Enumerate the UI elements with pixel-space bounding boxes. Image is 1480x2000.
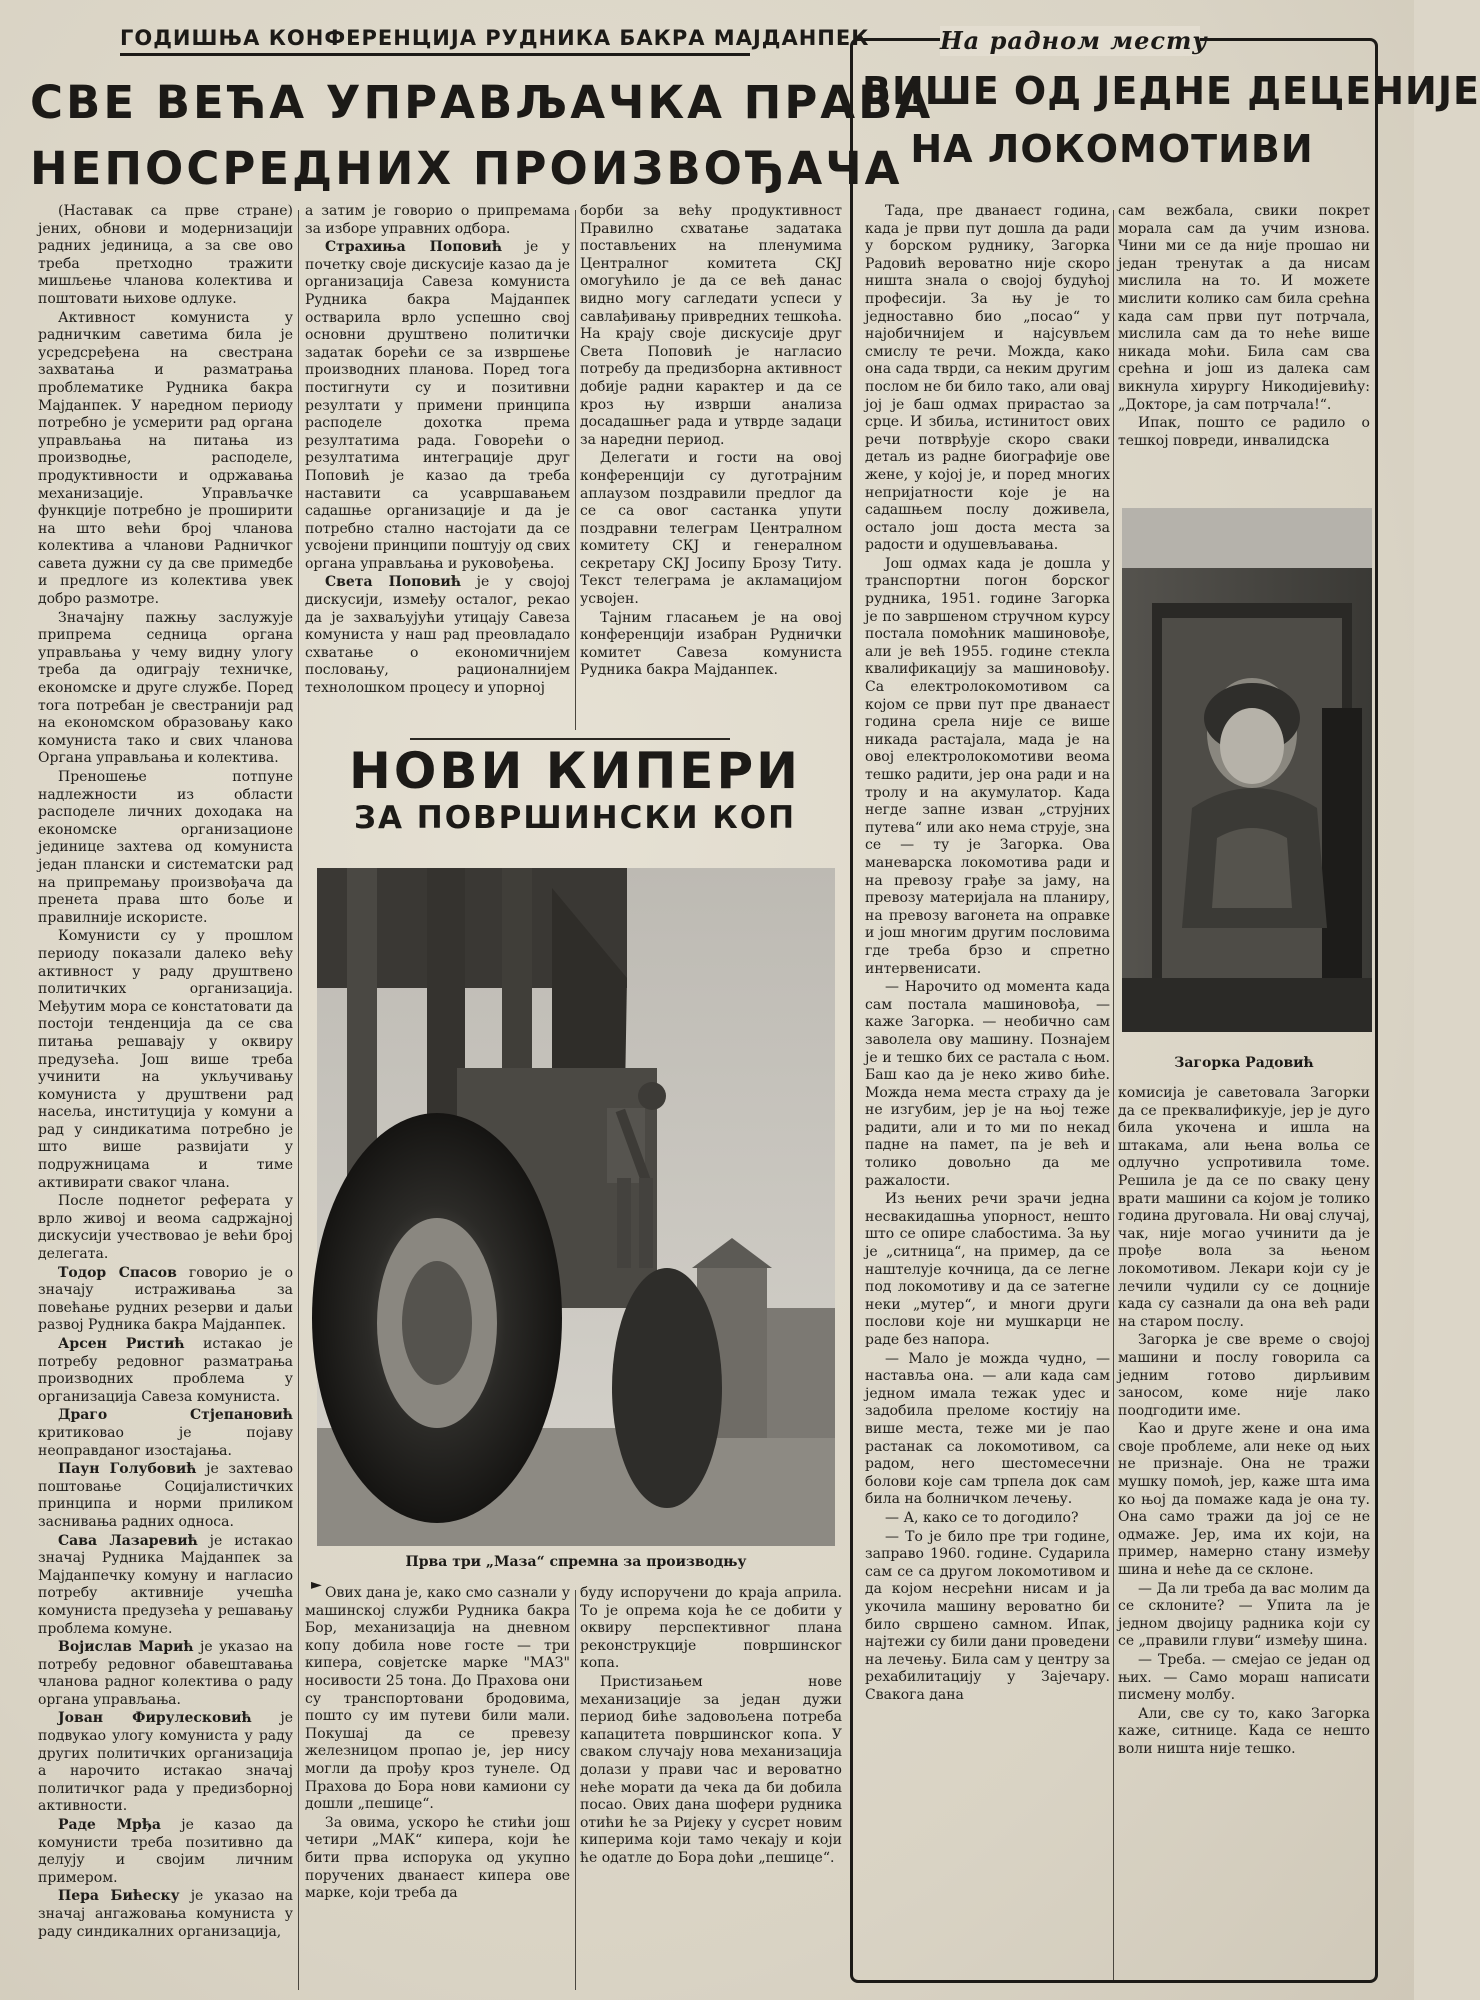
article-paragraph: Преношење потпуне надлежности из области расподеле личних доходака на економске организационе јединице захтева од комуниста један плански и систематски рад на припремању произвођача да пренета права што боље и правилније искористе.	[38, 769, 293, 926]
article-paragraph: борби за већу продуктивност Правилно схватање задатака постављених на пленумима Централног комитета СКЈ омогућило је да се већ данас видно могу сагледати успеси у савлађивању привредних тешкоћа. На крају своје дискусије друг Света Поповић је нагласио потребу да предизборна активност добије радни карактер и да се кроз њу изврши анализа досадашњег рада и утврде задаци за наредни период.	[580, 203, 842, 448]
column-divider	[298, 210, 299, 1990]
right-article-column-1	[865, 203, 1110, 1983]
right-headline-line1: ВИШЕ ОД ЈЕДНЕ ДЕЦЕНИЈЕ	[862, 69, 1480, 113]
article-paragraph: — Нарочито од момента када сам постала машиновођа, — каже Загорка. — необично сам заволела ову машину. Познајем је и тешко бих се растала с њом. Баш као да је неко живо биће. Можда нема места страху да је не изгубим, јер је на њој теже радити, али и то ми по некад падне на памет, па је већ и толико довољно да ме ражалости.	[865, 979, 1110, 1189]
article-paragraph: Пристизањем нове механизације за један дужи период биће задовољена потреба капацитета површинског копа. У сваком случају нова механизација долази у прави час и вероватно неће морати да чека да би добила посао. Ових дана шофери рудника отићи ће за Ријеку у сусрет новим киперима који тамо чекају и који ће одатле до Бора доћи „пешице“.	[580, 1673, 842, 1866]
speaker-paragraph	[305, 574, 570, 697]
article-paragraph: Али, све су то, како Загорка каже, ситнице. Када се нешто воли ништа није тешко.	[1118, 1705, 1370, 1757]
left-headline-line1: СВЕ ВЕЋА УПРАВЉАЧКА ПРАВА	[30, 76, 934, 129]
speaker-text: је истакао значај Рудника Мајданпек за Мајданпечку комуну и нагласио потребу активније учешћа комуниста предузећа у решавању проблема комуне.	[38, 1532, 293, 1637]
left-article-column-2	[305, 203, 570, 728]
speaker-paragraph	[38, 1336, 293, 1406]
speaker-name: Арсен Ристић	[58, 1336, 185, 1352]
middle-article-column-1	[305, 1585, 570, 1990]
left-article-column-3	[580, 203, 842, 728]
article-paragraph: (Наставак са прве стране) јених, обнови и модернизацији радних јединица, а за све ово треба претходно тражити мишљење чланова колектива и поштовати њихове одлуке.	[38, 203, 293, 307]
article-paragraph: Ових дана је, како смо сазнали у машинској служби Рудника бакра Бор, механизација на дневном копу добила нове госте — три кипера, совјетске марке "МАЗ" носивости 25 тона. До Прахова они су транспортовани бродовима, пошто су им путеви били мали. Покушај да се превезу железницом пропао је, јер нису могли да прођу кроз тунеле. Од Прахова до Бора нови камиони су дошли „пешице“.	[305, 1585, 570, 1813]
speaker-paragraph	[38, 1817, 293, 1887]
article-paragraph: Као и друге жене и она има своје проблеме, али неке од њих не признаје. Она не тражи мушку помоћ, јер, каже шта има ко њој да помаже када је она ту. Она само тражи да јој се не одмаже. Јер, има их који, на пример, намерно стану између шина и неће да се склоне.	[1118, 1421, 1370, 1579]
speaker-paragraph	[38, 1265, 293, 1335]
article-paragraph: — Да ли треба да вас молим да се склоните? — Упита ла је једном двојицу радника који су се „правили глуви“ између шина.	[1118, 1580, 1370, 1650]
middle-article-headline	[305, 742, 845, 836]
tipper-truck-photo-image	[317, 868, 835, 1546]
middle-headline-line1: НОВИ КИПЕРИ	[349, 742, 801, 800]
article-paragraph: комисија је саветовала Загорки да се преквалификује, јер је дуго била укочена и ишла на штакама, али њена вольа се одлучно успротивила томе. Решила је да се по сваку цену врати машини са којом је толико година друговала. Ни овај случај, чак, није могао учинити да је прође вола за њеном локомотивом. Лекари који су је лечили чудили су се доцније када су сазнали да она већ ради на старом послу.	[1118, 1085, 1370, 1330]
article-paragraph: буду испоручени до краја априла. То је опрема која ће се добити у оквиру перспективног плана реконструкције површинског копа.	[580, 1585, 842, 1672]
locomotive-driver-photo-image	[1122, 508, 1372, 1032]
speaker-paragraph	[38, 1710, 293, 1816]
speaker-paragraph	[38, 1639, 293, 1709]
speaker-paragraph	[38, 1533, 293, 1639]
driver-photo-caption: Загорка Радовић	[1174, 1055, 1314, 1071]
right-article-headline	[862, 62, 1480, 178]
article-paragraph: После поднетог реферата у врло живој и веома садржајној дискусији учествовао је већи број делегата.	[38, 1193, 293, 1263]
locomotive-driver-photo	[1122, 508, 1372, 1032]
speaker-name: Војислав Марић	[58, 1639, 194, 1656]
column-divider	[575, 1590, 576, 1990]
left-article-column-1	[38, 203, 293, 1993]
speaker-name: Драго Стјепановић	[58, 1407, 293, 1424]
middle-article-column-2	[580, 1585, 842, 1990]
article-paragraph: Тада, пре дванаест година, када је први пут дошла да ради у борском руднику, Загорка Радовић вероватно није скоро ништа знала о својој будућој професији. За њу је то једноставно био „посао“ у најобичнијем и најсувљем смислу те речи. Можда, како она сада тврди, са неким другим послом не би било тако, али овај јој је баш одмах прирастао за срце. И збиља, истинитост ових речи потврђује скоро сваки детаљ из радне биографије ове жене, у којој је, и поред многих непријатности које је на садашњем послу доживела, остало још доста места за радости и одушевљавања.	[865, 203, 1110, 554]
article-paragraph: Још одмах када је дошла у транспортни погон борског рудника, 1951. године Загорка је по завршеном стручном курсу постала помоћник машиновође, али је већ 1955. године стекла квалификацију за машиновођу. Са електролокомотивом са којом се први пут пре дванаест година срела није се више никада растајала, мада је на овој електролокомотиви веома тешко радити, јер она ради и на тролу и на акумулатор. Када негде запне изван „струјних путева“ или ако нема струје, зна се — ту је Загорка. Ова маневарска локомотива ради и на превозу грађе за јаму, на превозу материјала на планиру, на превозу вагонета на оправке и још многим другим пословима где треба брзо и спретно интервенисати.	[865, 555, 1110, 977]
speaker-text: је указао на значај ангажовања комуниста у раду синдикалних организација,	[38, 1888, 293, 1940]
speaker-paragraph	[38, 1461, 293, 1531]
speaker-paragraph	[38, 1407, 293, 1460]
right-article-kicker: На радном месту	[940, 26, 1208, 55]
speaker-name: Страхиња Поповић	[325, 239, 503, 256]
speaker-name: Паун Голубовић	[58, 1461, 197, 1478]
article-paragraph: Тајним гласањем је на овој конференцији изабран Руднички комитет Савеза комуниста Рудника бакра Мајданпек.	[580, 609, 842, 679]
article-paragraph: сам вежбала, свики покрет морала сам да учим изнова. Чини ми се да није прошао ни један тренутак а да нисам мислила на то. И можете мислити колико сам била срећна када сам први пут потрчала, мислила сам да то неће више никада моћи. Била сам сва срећна и још из далека сам викнула хирургу Никодијевићу: „Докторе, ја сам потрчала!“.	[1118, 203, 1370, 413]
speaker-text: је захтевао поштовање Социјалистичких принципа и норми приликом заснивања радних односа.	[38, 1461, 293, 1530]
speaker-text: је у почетку своје дискусије казао да је организација Савеза комуниста Рудника бакра Мајданпек остварила врло успешно свој основни друштвено политички задатак борећи се за извршење производних планова. Поред тога постигнути су и позитивни резултати у примени принципа расподеле дохотка према резултатима рада. Говорећи о резултатима интеграције друг Поповић је казао да треба наставити са усавршавањем садашње организације и да је потребно стално настојати да се усвојени принципи поштују од свих органа управљања и руковођења.	[305, 239, 570, 572]
speaker-text: је указао на потребу редовног обавештавања чланова радног колектива о раду органа управљања.	[38, 1639, 293, 1708]
article-separator	[410, 738, 730, 740]
column-divider	[1113, 210, 1114, 1980]
truck-photo-caption: Прва три „Маза“ спремна за производњу	[405, 1554, 747, 1570]
article-paragraph: — Мало је можда чудно, — наставља она. — али када сам једном имала тежак удес и задобила преломе костију на више места, теже ми је пао растанак са локомотивом, са радом, него шестомесечни болови које сам трпела док сам била на болничком лечењу.	[865, 1350, 1110, 1508]
right-headline-line2: НА ЛОКОМОТИВИ	[910, 127, 1314, 171]
article-paragraph: Активност комуниста у радничким саветима била је усредсређена на свестрана захватања и разматрања проблематике Рудника бакра Мајданпек. У наредном периоду потребно је усмерити рад органа управљања на питања из производње, расподеле, продуктивности и одржавања механизације. Управљачке функције потребно је проширити на што већи број чланова колектива а чланови Радничког савета дужни су да све примедбе и предлоге из колектива увек добро размотре.	[38, 309, 293, 608]
right-article-column-2-top	[1118, 203, 1370, 493]
speaker-text: критиковао је појаву неоправданог изостајања.	[38, 1424, 293, 1459]
middle-headline-line2: ЗА ПОВРШИНСКИ КОП	[353, 800, 797, 836]
left-article-headline	[30, 70, 934, 202]
speaker-text: је подвукао улогу комуниста у раду других политичких организација а нарочито истакао значај политичког рада у предизборној активности.	[38, 1710, 294, 1815]
left-headline-line2: НЕПОСРЕДНИХ ПРОИЗВОЂАЧА	[30, 142, 903, 195]
column-divider	[575, 210, 576, 730]
article-paragraph: Ипак, пошто се радило о тешкој повреди, инвалидска	[1118, 415, 1370, 449]
speaker-paragraph	[38, 1888, 293, 1941]
speaker-text: истакао је потребу редовног разматрања производних проблема у организација Савеза комуниста.	[38, 1336, 293, 1405]
article-paragraph: — То је било пре три године, заправо 1960. године. Сударила сам се са другом локомотивом и да којом несрећни нисам и ја укочила машину вероватно би било свршено самном. Ипак, најтежи су били дани проведени на лечењу. Била сам у центру за рехабилитацију у Зајечару. Свакога дана	[865, 1528, 1110, 1703]
right-article-column-2-bottom	[1118, 1085, 1370, 1980]
tipper-truck-photo	[317, 868, 835, 1546]
article-paragraph: Значајну пажњу заслужује припрема седница органа управљања у чему видну улогу треба да одиграју техничке, економске и друге службе. Поред тога потребан је свестранији рад на економском образовању како комуниста тако и свих чланова Органа управљања и колектива.	[38, 609, 293, 767]
speaker-name: Сава Лазаревић	[58, 1532, 198, 1549]
speaker-name: Јован Фирулесковић	[58, 1710, 252, 1727]
article-paragraph: Комунисти су у прошлом периоду показали далеко већу активност у раду друштвено политичких организација. Међутим мора се констатовати да постоји тенденција да се сва питања решавају у оквиру предузећа. Још више треба учинити на укључивању комуниста у друштвени рад насеља, институција у комуни а рад у синдикатима потребно је што више развијати у подружницама и тиме активирати сваког члана.	[38, 928, 293, 1191]
speaker-name: Раде Мрђа	[58, 1817, 161, 1834]
speaker-text: говорио је о значају истраживања за повећање рудних резерви и даљи развој Рудника бакра Мајданпек.	[38, 1264, 294, 1334]
speaker-name: Тодор Спасов	[58, 1264, 177, 1281]
speaker-name: Пера Бићеску	[58, 1888, 180, 1905]
article-paragraph: а затим је говорио о припремама за изборе управних одбора.	[305, 203, 570, 237]
article-paragraph: За овима, ускоро ће стићи још четири „МАК“ кипера, који ће бити прва испорука од укупно поручених дванаест кипера ове марке, који треба да	[305, 1814, 570, 1902]
speaker-paragraph	[305, 239, 570, 573]
section-bullet-icon: ►	[311, 1577, 322, 1593]
article-paragraph: Загорка је све време о својој машини и послу говорила са једним готово дирљивим заносом, коме није лако поодгодити име.	[1118, 1332, 1370, 1419]
speaker-text: је у својој дискусији, између осталог, рекао да је захваљујући утицају Савеза комуниста у наш рад преовладало схватање о економичнијем пословању, рационалнијем технолошком процесу и упорној	[305, 574, 570, 697]
speaker-text: је казао да комунисти треба позитивно да делују и својим личним примером.	[38, 1817, 293, 1886]
article-paragraph: Из њених речи зрачи једна несвакидашња упорност, нешто што се опире слабостима. За њу је „ситница“, на пример, да се наштелује кочница, да се легне под локомотиву и да се затегне неки „мутер“, и многи други послови које ни мушкарци не раде без напора.	[865, 1191, 1110, 1348]
speaker-name: Света Поповић	[325, 574, 461, 591]
article-paragraph: Делегати и гости на овој конференцији су дуготрајним аплаузом поздравили предлог да се са овог састанка упути поздравни телеграм Централном комитету СКЈ и генералном секретару СКЈ Јосипу Брозу Титу. Текст телеграма је акламацијом усвојен.	[580, 450, 842, 608]
article-paragraph: — А, како се то догодило?	[885, 1509, 1079, 1526]
article-paragraph: — Треба. — смејао се један од њих. — Само мораш написати писмену молбу.	[1118, 1652, 1370, 1704]
left-article-kicker: ГОДИШЊА КОНФЕРЕНЦИЈА РУДНИКА БАКРА МАЈДАНПЕК	[120, 22, 750, 56]
